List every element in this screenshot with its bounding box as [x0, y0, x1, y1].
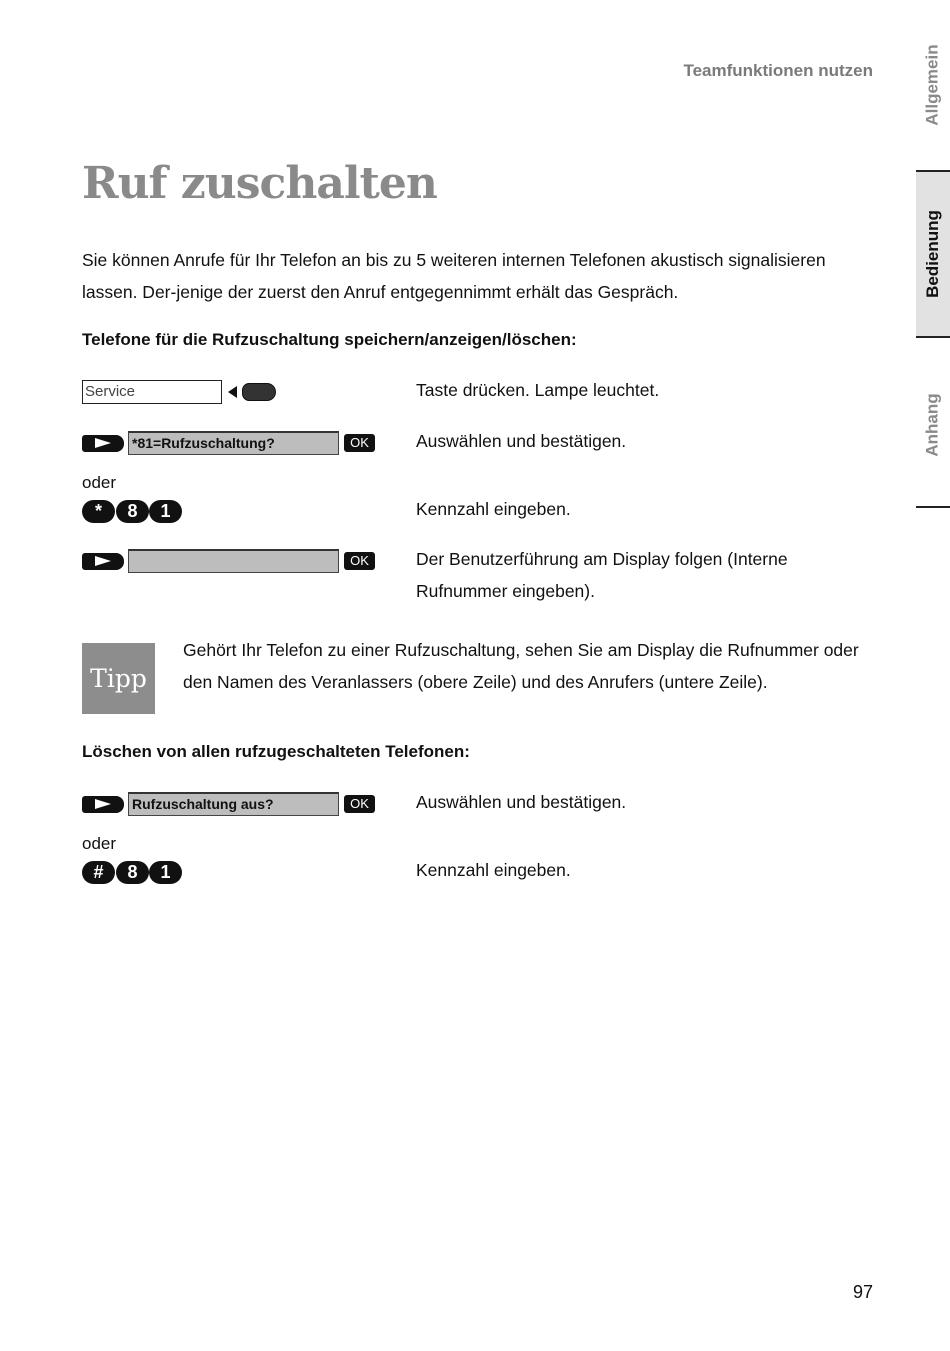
digit-8-key-icon[interactable]: 8	[116, 500, 149, 523]
tipp-badge	[82, 643, 155, 714]
display-field: *81=Rufzuschaltung?	[128, 431, 339, 455]
oder-label: oder	[82, 473, 117, 492]
oder-label: oder	[82, 834, 117, 853]
tipp-text: Gehört Ihr Telefon zu einer Rufzuschaltung, sehen Sie am Display die Rufnummer oder den Namen des Veranlassers (obere Zeile) und des Anrufers (untere Zeile).	[183, 640, 859, 692]
page-title: Ruf zuschalten	[82, 158, 437, 209]
section-heading-delete: Löschen von allen rufzugeschalteten Telefonen:	[82, 742, 470, 761]
intro-paragraph: Sie können Anrufe für Ihr Telefon an bis zu 5 weiteren internen Telefonen akustisch signalisieren lassen. Der-jenige der zuerst den Anruf entgegennimmt erhält das Gespräch.	[82, 250, 826, 302]
page-number: 97	[852, 1282, 873, 1302]
display-field	[128, 549, 339, 573]
running-header: Teamfunktionen nutzen	[683, 61, 873, 80]
ok-button[interactable]: OK	[344, 552, 375, 570]
step-description: Auswählen und bestätigen.	[416, 792, 627, 812]
hash-key-icon[interactable]: #	[82, 861, 115, 884]
side-tab-allgemein[interactable]	[916, 30, 950, 140]
service-key-label[interactable]: Service	[82, 380, 222, 404]
lamp-indicator-icon	[228, 386, 237, 398]
step-description: Kennzahl eingeben.	[416, 499, 571, 519]
side-tab-label: Allgemein	[923, 44, 942, 126]
side-tab-anhang[interactable]	[916, 350, 950, 500]
arrow-key-icon[interactable]	[82, 796, 124, 813]
side-tab-label: Bedienung	[923, 210, 942, 298]
step-description: Der Benutzerführung am Display folgen (Interne Rufnummer eingeben).	[416, 549, 788, 601]
side-tab-label: Anhang	[923, 393, 942, 457]
digit-1-key-icon[interactable]: 1	[149, 500, 182, 523]
section-heading-save: Telefone für die Rufzuschaltung speichern/anzeigen/löschen:	[82, 330, 577, 349]
function-key-icon[interactable]	[242, 383, 276, 401]
step-description: Kennzahl eingeben.	[416, 860, 571, 880]
step-description: Auswählen und bestätigen.	[416, 431, 627, 451]
ok-button[interactable]: OK	[344, 795, 375, 813]
tab-divider	[916, 506, 950, 508]
arrow-key-icon[interactable]	[82, 435, 124, 452]
ok-button[interactable]: OK	[344, 434, 375, 452]
digit-1-key-icon[interactable]: 1	[149, 861, 182, 884]
star-key-icon[interactable]: *	[82, 500, 115, 523]
digit-8-key-icon[interactable]: 8	[116, 861, 149, 884]
step-description: Taste drücken. Lampe leuchtet.	[416, 380, 660, 400]
tipp-label: Tipp	[90, 664, 147, 693]
arrow-key-icon[interactable]	[82, 553, 124, 570]
side-tab-bedienung[interactable]	[916, 170, 950, 338]
display-field: Rufzuschaltung aus?	[128, 792, 339, 816]
